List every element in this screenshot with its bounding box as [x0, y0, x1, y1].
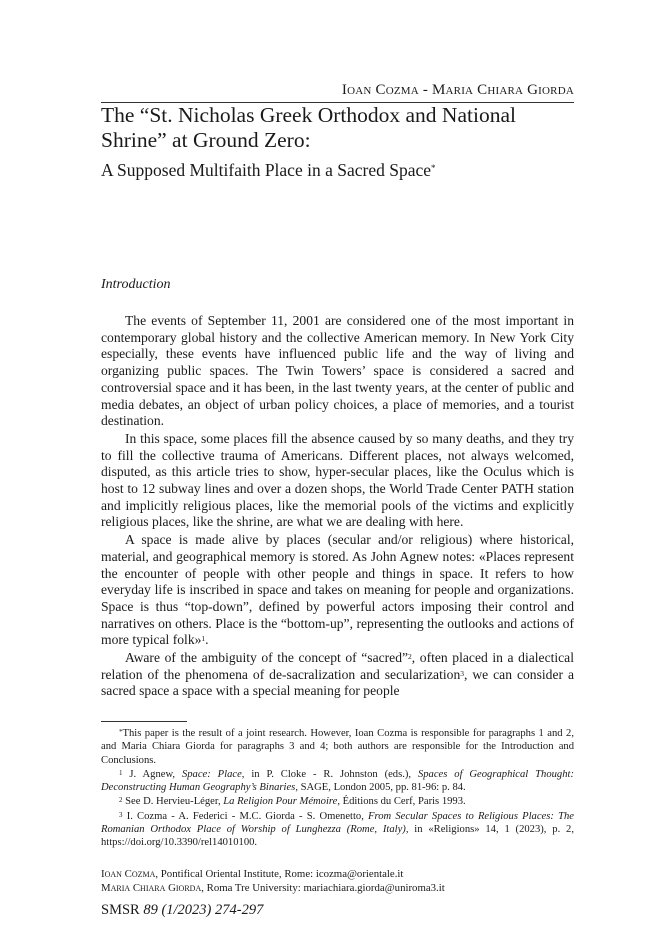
subtitle-footnote-mark: *: [431, 163, 436, 173]
subtitle-text: A Supposed Multifaith Place in a Sacred Space: [101, 160, 431, 180]
footnote-2-publisher: , Éditions du Cerf, Paris 1993.: [337, 796, 466, 808]
footnote-1-author: J. Agnew,: [129, 768, 182, 780]
affiliation-cozma-details: , Pontifical Oriental Institute, Rome: icozma@orientale.it: [155, 868, 404, 880]
paragraph-3-end: .: [205, 632, 209, 648]
footnote-1-editors: , in P. Cloke - R. Johnston (eds.),: [241, 768, 418, 780]
footnote-separator: [101, 721, 187, 722]
paragraph-4-text-a: Aware of the ambiguity of the concept of “sacred”: [125, 650, 409, 666]
section-heading: Introduction: [101, 277, 171, 292]
affiliation-giorda: [101, 881, 445, 895]
footnote-star-mark: *: [119, 728, 123, 736]
footnote-1: [101, 768, 574, 795]
footnote-ref-3: 3: [460, 668, 464, 678]
running-head-authors: Ioan Cozma - Maria Chiara Giorda: [341, 82, 574, 98]
footnote-3-journal-info: in «Religions» 14, 1 (2023), p. 2, https://doi.org/10.3390/rel14010100.: [101, 824, 574, 849]
footnote-3: [101, 810, 574, 850]
paragraph-2: In this space, some places fill the absence caused by so many deaths, and they try to fill the collective trauma of Americans. Different places, not always welcomed, disputed, as this article tries to show, hyper-secular places, like the Oculus which is host to 12 subway lines and over a dozen shops, the World Trade Center PATH station and implicitly religious places, like the memorial pools of the victims and explicitly religious places, like the shrine, are what we are dealing with here.: [101, 430, 574, 530]
journal-name: SMSR: [101, 902, 144, 918]
footnote-1-book-title: Spaces of Geographical Thought: Deconstructing Human Geography’s Binaries: [101, 768, 575, 794]
footnote-2-mark: 2: [119, 796, 123, 805]
paragraph-1: The events of September 11, 2001 are considered one of the most important in contemporary global history and the collective American memory. In New York City especially, these events have influenced public life and the way of living and organizing public spaces. The Twin Towers’ space is considered a sacred and controversial space and it has been, in the last twenty years, at the center of public and media debates, an object of urban policy choices, a place of memories, and a tourist destination.: [101, 313, 574, 429]
footnote-star: [101, 727, 574, 767]
footnote-star-text: This paper is the result of a joint research. However, Ioan Cozma is responsible for paragraphs 1 and 2, and Maria Chiara Giorda for paragraphs 3 and 4; both authors are responsible for the Introduction and Conclusions.: [101, 728, 574, 766]
author-affiliations: [101, 867, 445, 895]
footnote-1-mark: 1: [119, 768, 123, 777]
affiliation-cozma-name: Ioan Cozma: [101, 868, 156, 880]
article-title: The “St. Nicholas Greek Orthodox and National Shrine” at Ground Zero:: [101, 103, 516, 152]
affiliation-giorda-name: Maria Chiara Giorda: [101, 882, 202, 894]
article-body: [101, 313, 574, 700]
paragraph-3: [101, 532, 574, 649]
footnote-2: [101, 795, 574, 808]
paragraph-4-text-b: , often placed in a dialectical relation of the phenomena of de-sacralization and secularization: [101, 650, 574, 682]
journal-citation: [101, 902, 263, 919]
footnote-3-mark: 3: [119, 810, 123, 819]
footnotes: [101, 727, 574, 850]
footnote-ref-1: 1: [201, 634, 206, 644]
footnote-3-authors: I. Cozma - A. Federici - M.C. Giorda - S. Omenetto,: [126, 810, 369, 822]
affiliation-cozma: [101, 867, 445, 881]
footnote-2-author: See D. Hervieu-Léger,: [125, 796, 224, 808]
footnote-1-publisher: , SAGE, London 2005, pp. 81-96: p. 84.: [295, 782, 466, 794]
footnote-1-chapter-title: Space: Place: [181, 768, 242, 780]
paragraph-4: [101, 650, 574, 700]
footnote-ref-2: 2: [408, 652, 412, 662]
article-subtitle: [101, 159, 436, 181]
paragraph-3-text: A space is made alive by places (secular and/or religious) where historical, material, and geographical memory is stored. As John Agnew notes: «Places represent the encounter of people with other people and things in space. It refers to how everyday life is inscribed in space and takes on meaning for people and organizations. Space is thus “top-down”, defined by powerful actors imposing their control and narratives on others. Place is the “bottom-up”, representing the outlooks and actions of more typical folk»: [101, 532, 574, 648]
footnote-2-book-title: La Religion Pour Mémoire: [223, 796, 338, 808]
footnote-3-article-title: From Secular Spaces to Religious Places: The Romanian Orthodox Place of Worship of Lunghezza (Rome, Italy),: [101, 810, 574, 836]
journal-volume-pages: 89 (1/2023) 274-297: [143, 902, 264, 918]
paragraph-4-text-c: , we can consider a sacred space a space with a special meaning for people: [101, 666, 575, 699]
affiliation-giorda-details: , Roma Tre University: mariachiara.giorda@uniroma3.it: [201, 882, 445, 894]
